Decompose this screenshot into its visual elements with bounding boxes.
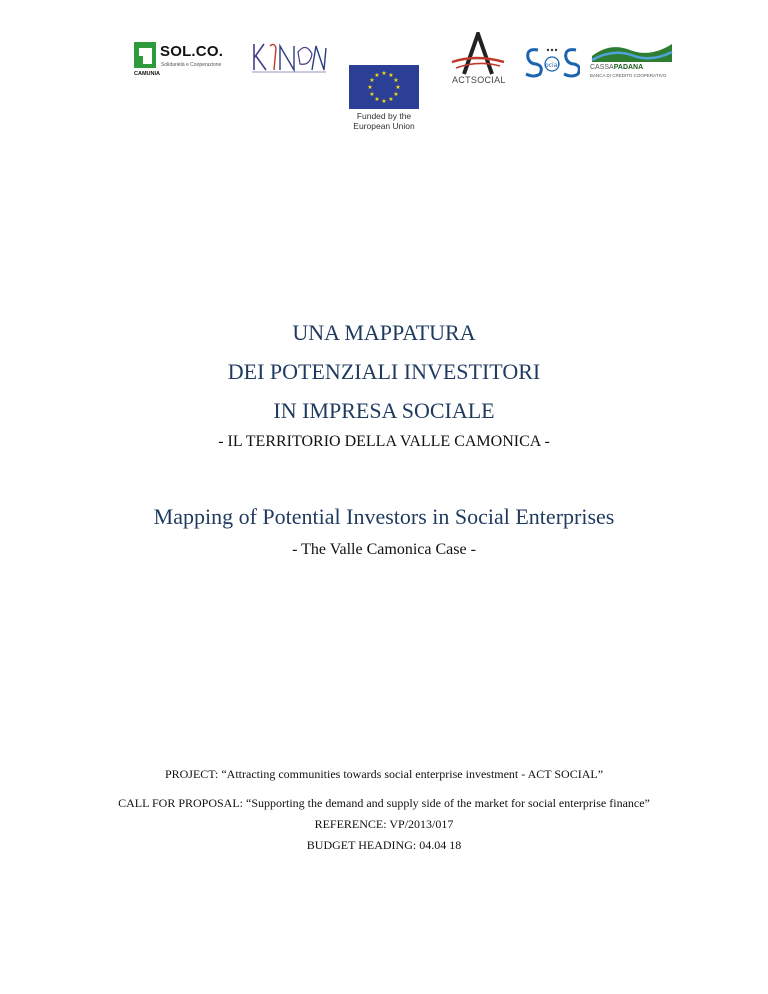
title-line-3: IN IMPRESA SOCIALE [273,398,495,423]
subtitle-italian: - IL TERRITORIO DELLA VALLE CAMONICA - [218,433,550,450]
svg-text:★: ★ [367,84,373,91]
kinon-logo [250,40,328,76]
subtitle-english: - The Valle Camonica Case - [292,541,476,558]
cassapadana-wave-icon [590,42,674,64]
eu-logo [346,65,422,133]
actsocial-logo [446,32,512,88]
title-line-2: DEI POTENZIALI INVESTITORI [227,359,541,384]
svg-text:★: ★ [374,96,380,103]
solco-name: SOL.CO. [160,43,224,60]
svg-text:★: ★ [369,77,375,84]
svg-text:★: ★ [388,96,394,103]
solco-sub: CAMUNIA [134,71,160,77]
sos-logo [522,44,580,78]
title-english: Mapping of Potential Investors in Social Enterprises [153,504,615,529]
solco-tagline: Solidarietà e Cooperazione [161,62,222,68]
budget-heading-line: BUDGET HEADING: 04.04 18 [306,838,462,852]
svg-text:★: ★ [395,84,401,91]
eu-caption-line2: European Union [353,121,415,131]
call-for-proposal-line: CALL FOR PROPOSAL: “Supporting the demand and supply side of the market for social enterprise finance” [118,796,650,810]
svg-text:★: ★ [388,72,394,79]
svg-text:★: ★ [374,72,380,79]
cassapadana-sub: BANCA DI CREDITO COOPERATIVO [590,73,667,78]
cassapadana-name [590,64,643,71]
svg-text:★: ★ [369,91,375,98]
actsocial-a-icon [446,32,512,76]
cassapadana-name-part2: PADANA [613,64,644,71]
svg-text:★: ★ [381,98,387,105]
reference-line: REFERENCE: VP/2013/017 [314,817,454,831]
svg-text:★: ★ [393,91,399,98]
svg-text:ocial: ocial [545,62,559,69]
title-line-1: UNA MAPPATURA [292,320,476,345]
project-line: PROJECT: “Attracting communities towards social enterprise investment - ACT SOCIAL” [164,767,604,781]
solco-logo [134,42,240,82]
svg-text:★: ★ [381,70,387,77]
sos-logo-icon [522,44,580,78]
cassapadana-name-part1: CASSA [590,64,614,71]
eu-flag-icon [349,65,419,109]
eu-caption-line1: Funded by the [356,111,412,121]
svg-text:★: ★ [393,77,399,84]
kinon-logo-icon [250,40,328,76]
eu-caption [346,111,422,131]
actsocial-label: ACTSOCIAL [452,75,506,85]
cassapadana-logo [590,42,674,82]
